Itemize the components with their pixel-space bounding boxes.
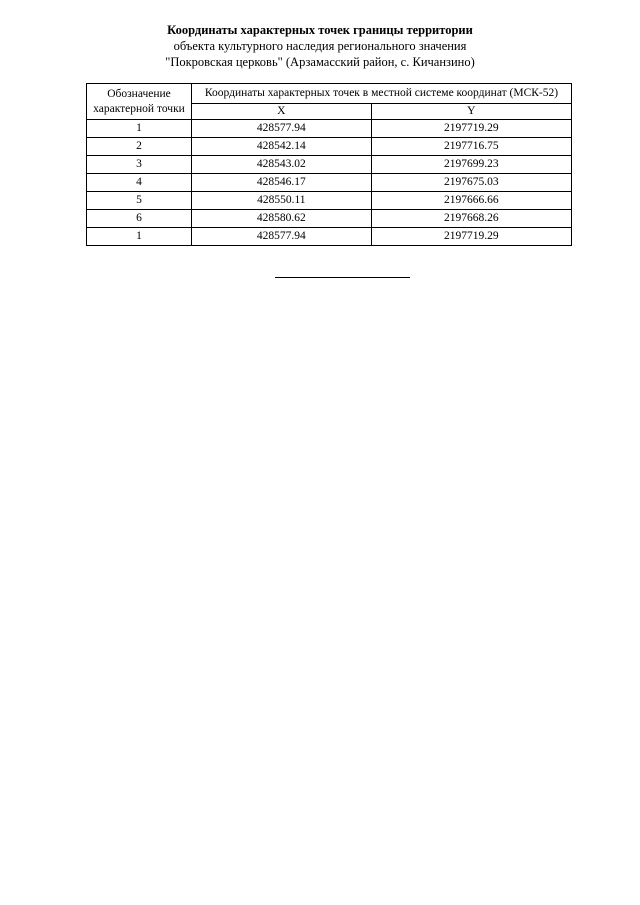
table-row	[87, 210, 572, 228]
cell-y: 2197716.75	[371, 138, 571, 156]
document-subtitle-object: "Покровская церковь" (Арзамасский район, с. Кичанзино)	[165, 55, 475, 69]
cell-x: 428543.02	[192, 156, 372, 174]
table-row	[87, 138, 572, 156]
cell-point: 1	[87, 120, 192, 138]
cell-point: 3	[87, 156, 192, 174]
cell-point: 6	[87, 210, 192, 228]
table-header-row	[87, 84, 572, 104]
cell-y: 2197675.03	[371, 174, 571, 192]
cell-y: 2197666.66	[371, 192, 571, 210]
cell-x: 428577.94	[192, 120, 372, 138]
header-y: Y	[371, 104, 571, 120]
cell-y: 2197719.29	[371, 228, 571, 246]
table-row	[87, 156, 572, 174]
cell-x: 428580.62	[192, 210, 372, 228]
cell-y: 2197668.26	[371, 210, 571, 228]
table-row	[87, 120, 572, 138]
cell-point: 4	[87, 174, 192, 192]
cell-point: 5	[87, 192, 192, 210]
cell-y: 2197719.29	[371, 120, 571, 138]
header-x: X	[192, 104, 372, 120]
cell-x: 428546.17	[192, 174, 372, 192]
coordinates-table	[86, 83, 572, 246]
cell-point: 2	[87, 138, 192, 156]
cell-x: 428550.11	[192, 192, 372, 210]
table-row	[87, 174, 572, 192]
table-row	[87, 228, 572, 246]
header-coordinates-group: Координаты характерных точек в местной системе координат (МСК-52)	[192, 84, 572, 104]
document-subtitle: объекта культурного наследия регионального значения	[173, 39, 467, 53]
header-point-designation: Обозначение характерной точки	[87, 84, 192, 120]
cell-point: 1	[87, 228, 192, 246]
cell-x: 428542.14	[192, 138, 372, 156]
table-row	[87, 192, 572, 210]
cell-y: 2197699.23	[371, 156, 571, 174]
closing-rule	[275, 277, 410, 278]
cell-x: 428577.94	[192, 228, 372, 246]
document-heading	[0, 22, 640, 70]
document-title: Координаты характерных точек границы территории	[167, 23, 473, 37]
